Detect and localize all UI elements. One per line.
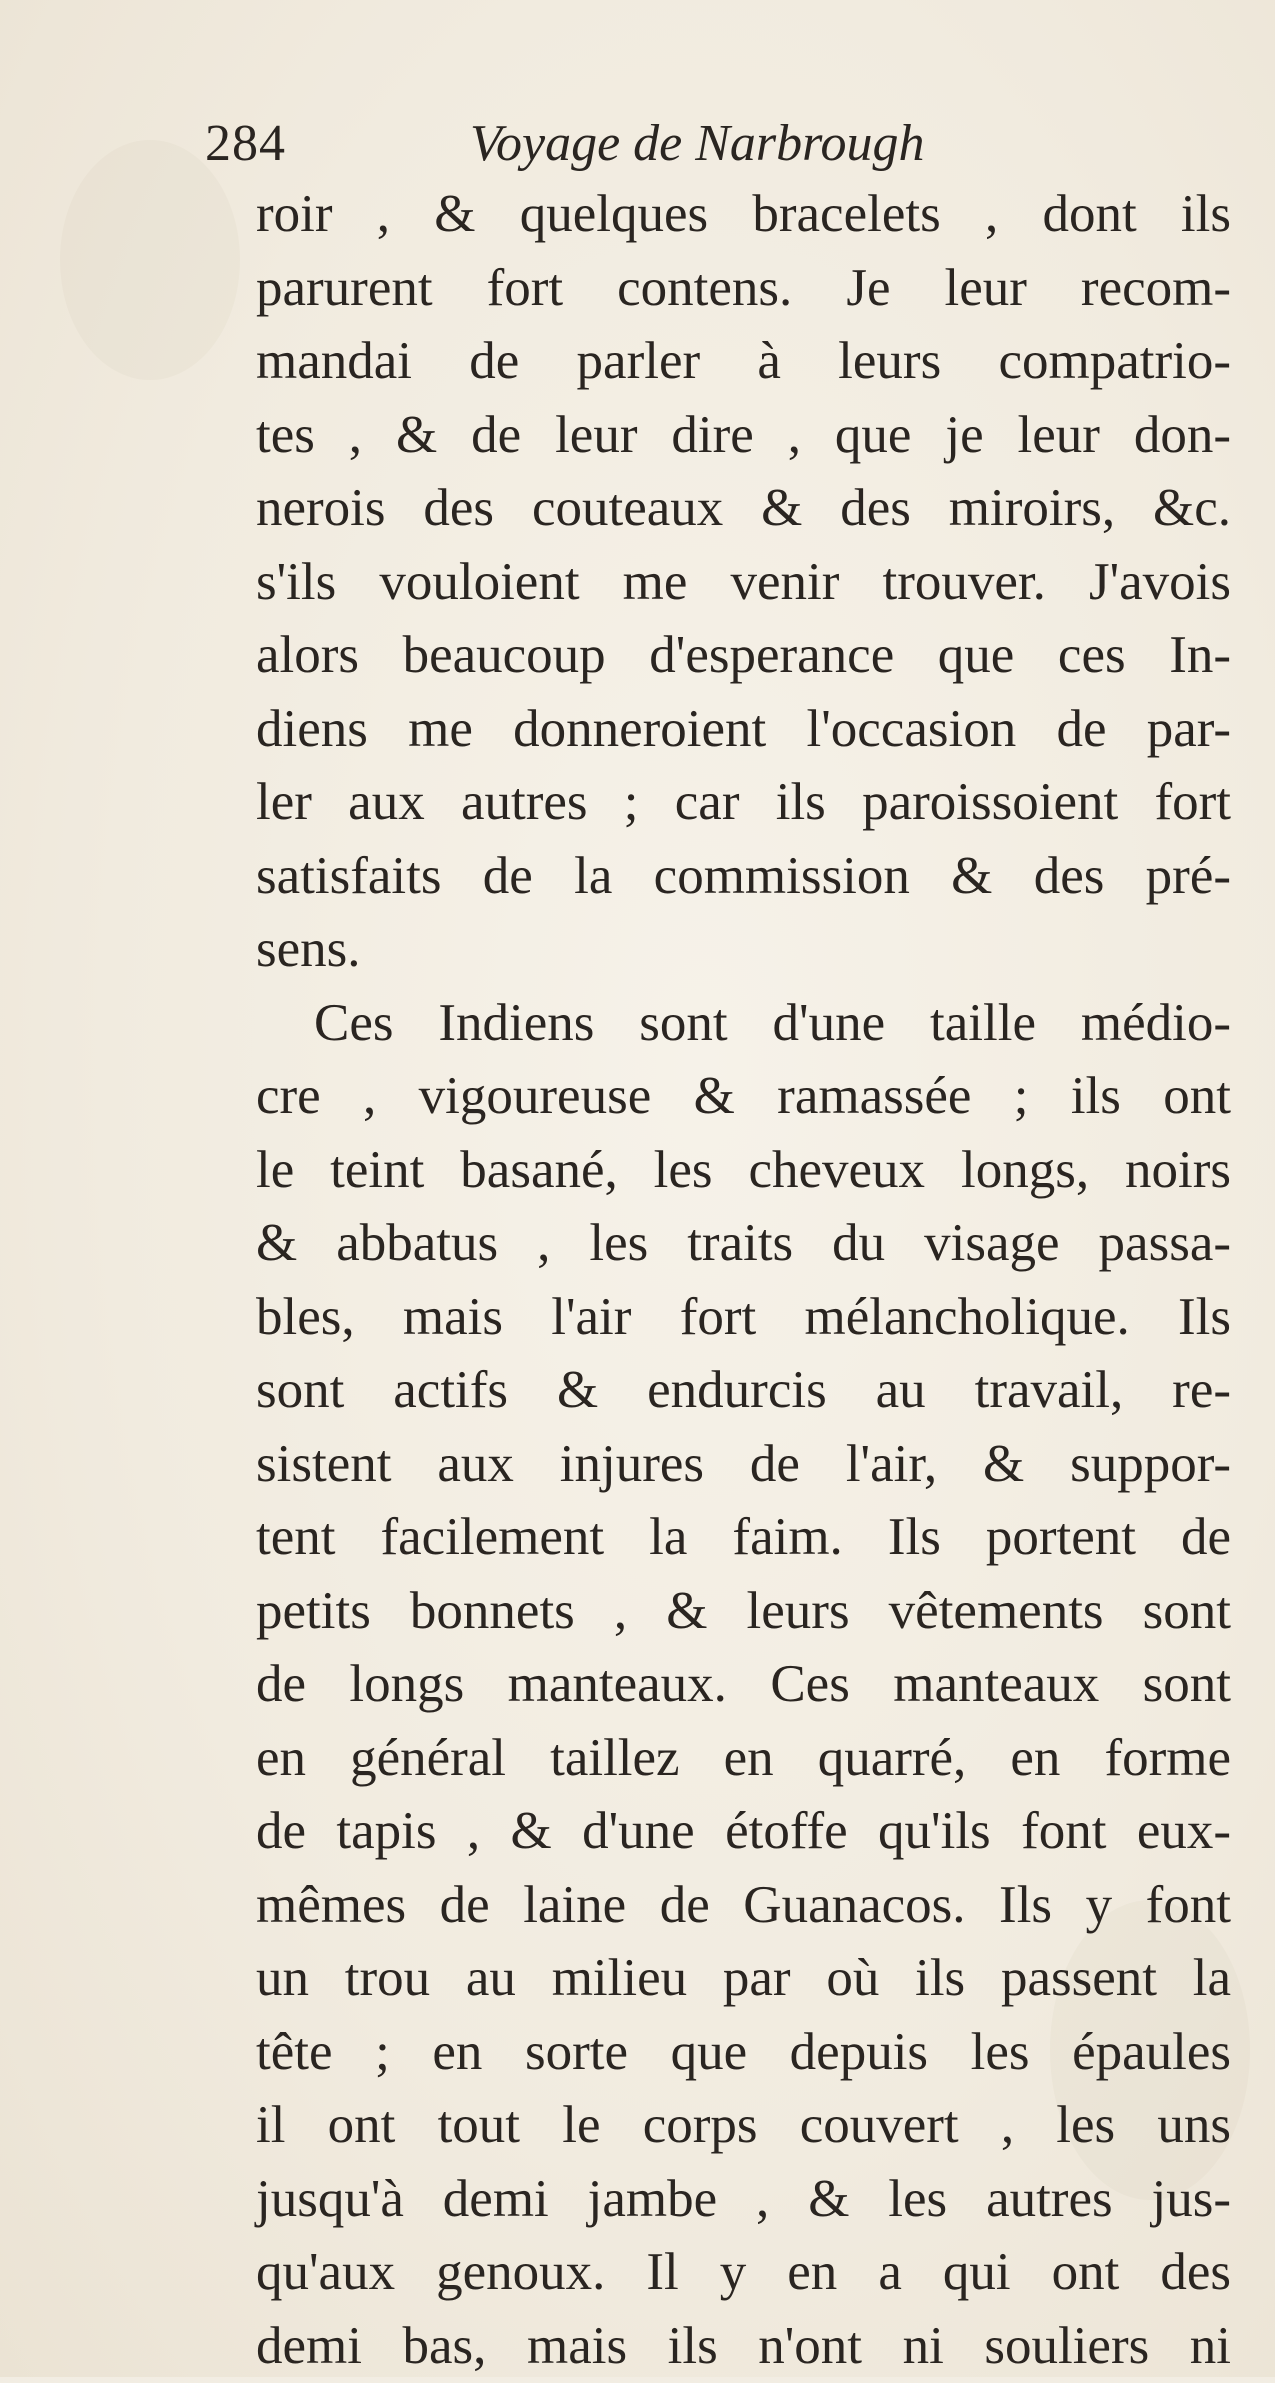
text-line: sens. bbox=[256, 913, 1231, 987]
text-line: mandai de parler à leurs compatrio- bbox=[256, 325, 1231, 399]
text-line: demi bas, mais ils n'ont ni souliers ni bbox=[256, 2310, 1231, 2383]
text-line: le teint basané, les cheveux longs, noirs bbox=[256, 1134, 1231, 1208]
text-line: de longs manteaux. Ces manteaux sont bbox=[256, 1648, 1231, 1722]
text-line: s'ils vouloient me venir trouver. J'avois bbox=[256, 546, 1231, 620]
text-line: petits bonnets , & leurs vêtements sont bbox=[256, 1575, 1231, 1649]
text-line: en général taillez en quarré, en forme bbox=[256, 1722, 1231, 1796]
text-line: jusqu'à demi jambe , & les autres jus- bbox=[256, 2163, 1231, 2237]
text-line: tes , & de leur dire , que je leur don- bbox=[256, 399, 1231, 473]
text-line: qu'aux genoux. Il y en a qui ont des bbox=[256, 2236, 1231, 2310]
text-line: satisfaits de la commission & des pré- bbox=[256, 840, 1231, 914]
text-line: ler aux autres ; car ils paroissoient fort bbox=[256, 766, 1231, 840]
body-text bbox=[256, 178, 1231, 2383]
text-line: de tapis , & d'une étoffe qu'ils font eux- bbox=[256, 1795, 1231, 1869]
text-line: un trou au milieu par où ils passent la bbox=[256, 1942, 1231, 2016]
text-line: il ont tout le corps couvert , les uns bbox=[256, 2089, 1231, 2163]
text-line: sont actifs & endurcis au travail, re- bbox=[256, 1354, 1231, 1428]
text-line: parurent fort contens. Je leur recom- bbox=[256, 252, 1231, 326]
running-title: Voyage de Narbrough bbox=[470, 104, 924, 184]
text-line: bles, mais l'air fort mélancholique. Ils bbox=[256, 1281, 1231, 1355]
page-number: 284 bbox=[205, 104, 286, 184]
text-line: nerois des couteaux & des miroirs, &c. bbox=[256, 472, 1231, 546]
text-line: diens me donneroient l'occasion de par- bbox=[256, 693, 1231, 767]
text-line: tent facilement la faim. Ils portent de bbox=[256, 1501, 1231, 1575]
page-header bbox=[205, 104, 1205, 184]
text-line: Ces Indiens sont d'une taille médio- bbox=[256, 987, 1231, 1061]
text-line: tête ; en sorte que depuis les épaules bbox=[256, 2016, 1231, 2090]
text-line: alors beaucoup d'esperance que ces In- bbox=[256, 619, 1231, 693]
text-line: cre , vigoureuse & ramassée ; ils ont bbox=[256, 1060, 1231, 1134]
text-line: roir , & quelques bracelets , dont ils bbox=[256, 178, 1231, 252]
text-line: & abbatus , les traits du visage passa- bbox=[256, 1207, 1231, 1281]
text-line: mêmes de laine de Guanacos. Ils y font bbox=[256, 1869, 1231, 1943]
text-line: sistent aux injures de l'air, & suppor- bbox=[256, 1428, 1231, 1502]
